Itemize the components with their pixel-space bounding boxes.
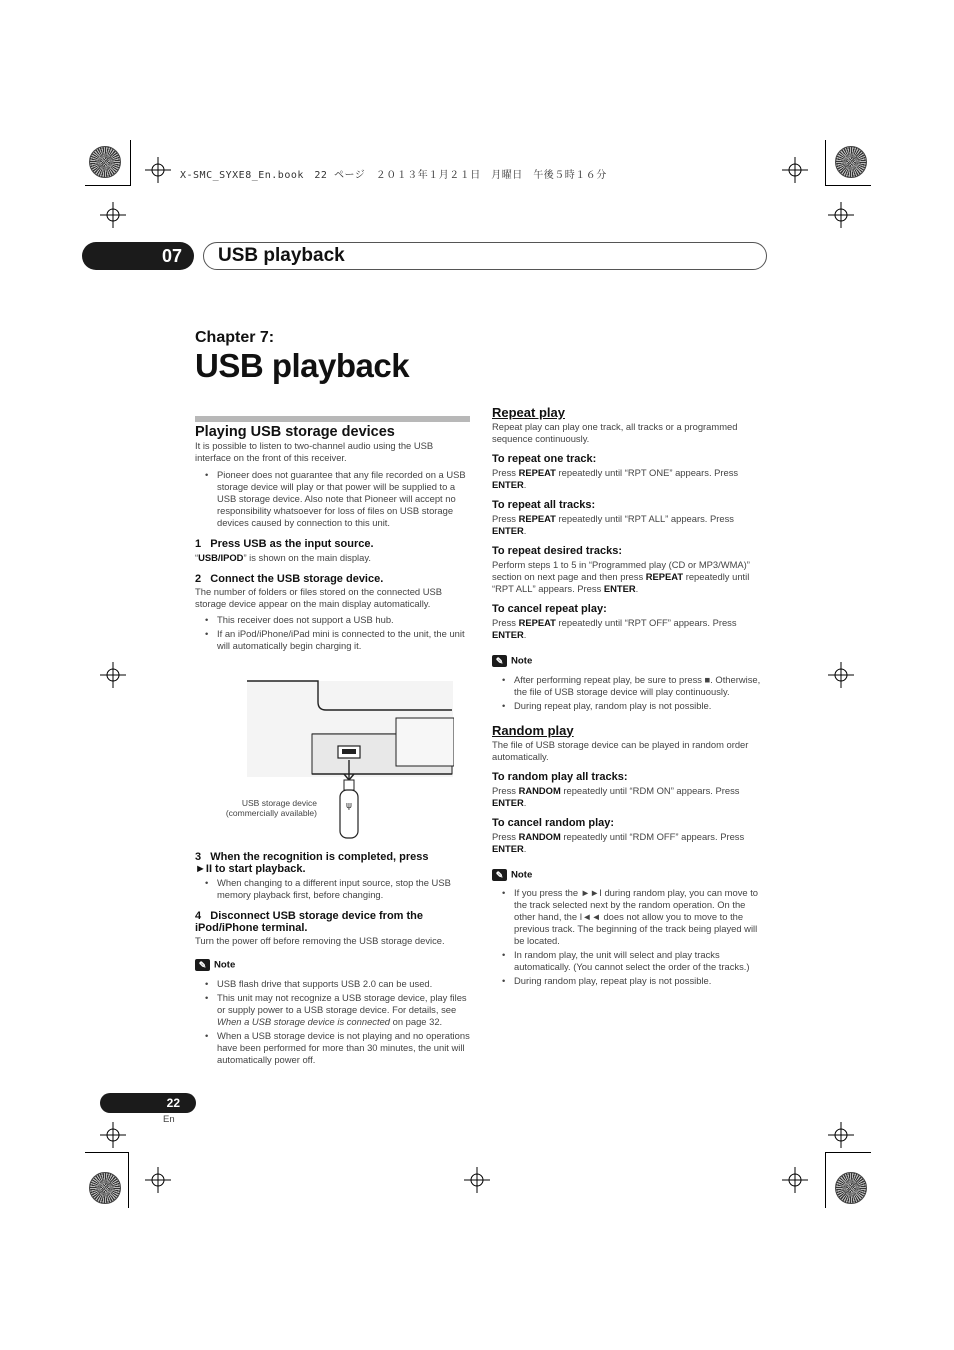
random-cancel-heading: To cancel random play:	[492, 816, 615, 829]
page-title: USB playback	[195, 347, 410, 384]
registration-rosette-icon	[835, 1172, 867, 1204]
registration-target-icon	[145, 1167, 171, 1193]
registration-target-icon	[100, 1122, 126, 1148]
random-all-heading: To random play all tracks:	[492, 770, 628, 783]
step-number: 4	[195, 910, 202, 922]
note-icon: ✎	[195, 959, 210, 971]
step-2	[195, 573, 471, 585]
step-title: Press USB as the input source.	[210, 538, 374, 550]
step-3: 3 When the recognition is completed, press ►II to start playback.	[195, 851, 429, 875]
svg-text:ψ: ψ	[346, 801, 352, 811]
repeat-desired-heading: To repeat desired tracks:	[492, 545, 623, 557]
registration-target-icon	[782, 157, 808, 183]
list-item: • After performing repeat play, be sure to press ■. Otherwise, the file of USB storage device will play continuously.	[492, 674, 768, 698]
registration-target-icon	[828, 202, 854, 228]
list-item: • During random play, repeat play is not possible.	[492, 975, 768, 987]
list-item: • USB flash drive that supports USB 2.0 can be used.	[195, 978, 471, 990]
note-heading: ✎ Note	[492, 655, 768, 668]
note-list	[195, 978, 471, 1066]
list-item: • If you press the ►►I during random play, you can move to the track selected next by the random operation. On the other hand, the I◄◄ does not allow you to move to the previous track. The beginning of the track being played will be located.	[492, 887, 768, 947]
list-item: • This unit may not recognize a USB storage device, play files or supply power to a USB storage device. For details, see When a USB storage device is connected on page 32.	[195, 992, 471, 1028]
list-item: • If an iPod/iPhone/iPad mini is connected to the unit, the unit will automatically begin charging it.	[195, 628, 471, 652]
section-divider	[195, 416, 470, 422]
registration-target-icon	[464, 1167, 490, 1193]
repeat-cancel-heading: To cancel repeat play:	[492, 603, 607, 615]
step-3-bullets	[195, 877, 471, 901]
list-item: • When changing to a different input source, stop the USB memory playback first, before changing.	[195, 877, 471, 901]
step-1	[195, 538, 471, 550]
repeat-all-heading: To repeat all tracks:	[492, 499, 596, 511]
figure-caption: USB storage device (commercially available)	[225, 798, 317, 818]
registration-rosette-icon	[89, 1172, 121, 1204]
step-1-body: “USB/IPOD” is shown on the main display.	[195, 552, 371, 563]
step-2-bullets	[195, 614, 471, 652]
list-item: • During repeat play, random play is not possible.	[492, 700, 768, 712]
page-number: 22	[100, 1093, 196, 1113]
chapter-label: Chapter 7:	[195, 329, 275, 346]
chapter-number-tab: 07	[82, 242, 194, 270]
repeat-intro: Repeat play can play one track, all tracks or a programmed sequence continuously.	[492, 421, 738, 444]
list-item: • This receiver does not support a USB hub.	[195, 614, 471, 626]
registration-target-icon	[100, 202, 126, 228]
repeat-desired-body: Perform steps 1 to 5 in “Programmed play (CD or MP3/WMA)” section on next page and then press REPEAT repeatedly until “RPT ALL” appears. Press ENTER.	[492, 559, 750, 594]
registration-target-icon	[782, 1167, 808, 1193]
repeat-note-list	[492, 674, 768, 712]
registration-rosette-icon	[835, 146, 867, 178]
print-header: X-SMC_SYXE8_En.book 22 ページ ２０１３年１月２１日 月曜日 午後５時１６分	[180, 170, 607, 181]
registration-target-icon	[100, 662, 126, 688]
list-item: • Pioneer does not guarantee that any file recorded on a USB storage device will play or that power will be supplied to a USB storage device. Also note that Pioneer will accept no responsibility whatsoever for loss of files on USB storage devices caused by connection to this unit.	[195, 469, 471, 529]
repeat-all-body: Press REPEAT repeatedly until “RPT ALL” appears. Press ENTER.	[492, 513, 734, 536]
repeat-one-heading: To repeat one track:	[492, 453, 597, 465]
random-all-body: Press RANDOM repeatedly until “RDM ON” appears. Press ENTER.	[492, 784, 740, 808]
left-column-top	[195, 426, 471, 654]
random-note-list	[492, 887, 768, 987]
registration-rosette-icon	[89, 146, 121, 178]
random-heading: Random play	[492, 722, 574, 738]
left-column-bottom	[195, 851, 471, 1068]
random-intro: The file of USB storage device can be played in random order automatically.	[492, 738, 749, 762]
repeat-heading: Repeat play	[492, 405, 565, 420]
registration-target-icon	[145, 157, 171, 183]
note-heading: ✎ Note	[492, 869, 768, 882]
list-item: • In random play, the unit will select and play tracks automatically. (You cannot select the order of the tracks.)	[492, 949, 768, 973]
step-number: 3	[195, 851, 202, 863]
step-2-body: The number of folders or files stored on the connected USB storage device appear on the main display automatically.	[195, 586, 443, 609]
registration-target-icon	[828, 662, 854, 688]
step-number: 2	[195, 573, 202, 585]
list-item: • When a USB storage device is not playing and no operations have been performed for more than 30 minutes, the unit will automatically power off.	[195, 1030, 471, 1066]
step-4: 4 Disconnect USB storage device from the iPod/iPhone terminal.	[195, 910, 424, 934]
random-cancel-body: Press RANDOM repeatedly until “RDM OFF” appears. Press ENTER.	[492, 830, 745, 854]
page-language: En	[163, 1114, 175, 1125]
repeat-cancel-body: Press REPEAT repeatedly until “RPT OFF” appears. Press ENTER.	[492, 617, 737, 640]
registration-target-icon	[828, 1122, 854, 1148]
intro-bullets	[195, 469, 471, 529]
step-title: Connect the USB storage device.	[210, 573, 384, 585]
right-column	[492, 407, 768, 989]
note-icon: ✎	[492, 655, 507, 667]
step-number: 1	[195, 538, 202, 550]
intro-text: It is possible to listen to two-channel audio using the USB interface on the front of this receiver.	[195, 440, 434, 463]
note-icon: ✎	[492, 869, 507, 881]
chapter-name-tab: USB playback	[203, 242, 767, 270]
step-4-body: Turn the power off before removing the USB storage device.	[195, 935, 445, 946]
section-heading: Playing USB storage devices	[195, 424, 395, 440]
repeat-one-body: Press REPEAT repeatedly until “RPT ONE” appears. Press ENTER.	[492, 467, 739, 490]
note-heading: ✎ Note	[195, 959, 471, 972]
